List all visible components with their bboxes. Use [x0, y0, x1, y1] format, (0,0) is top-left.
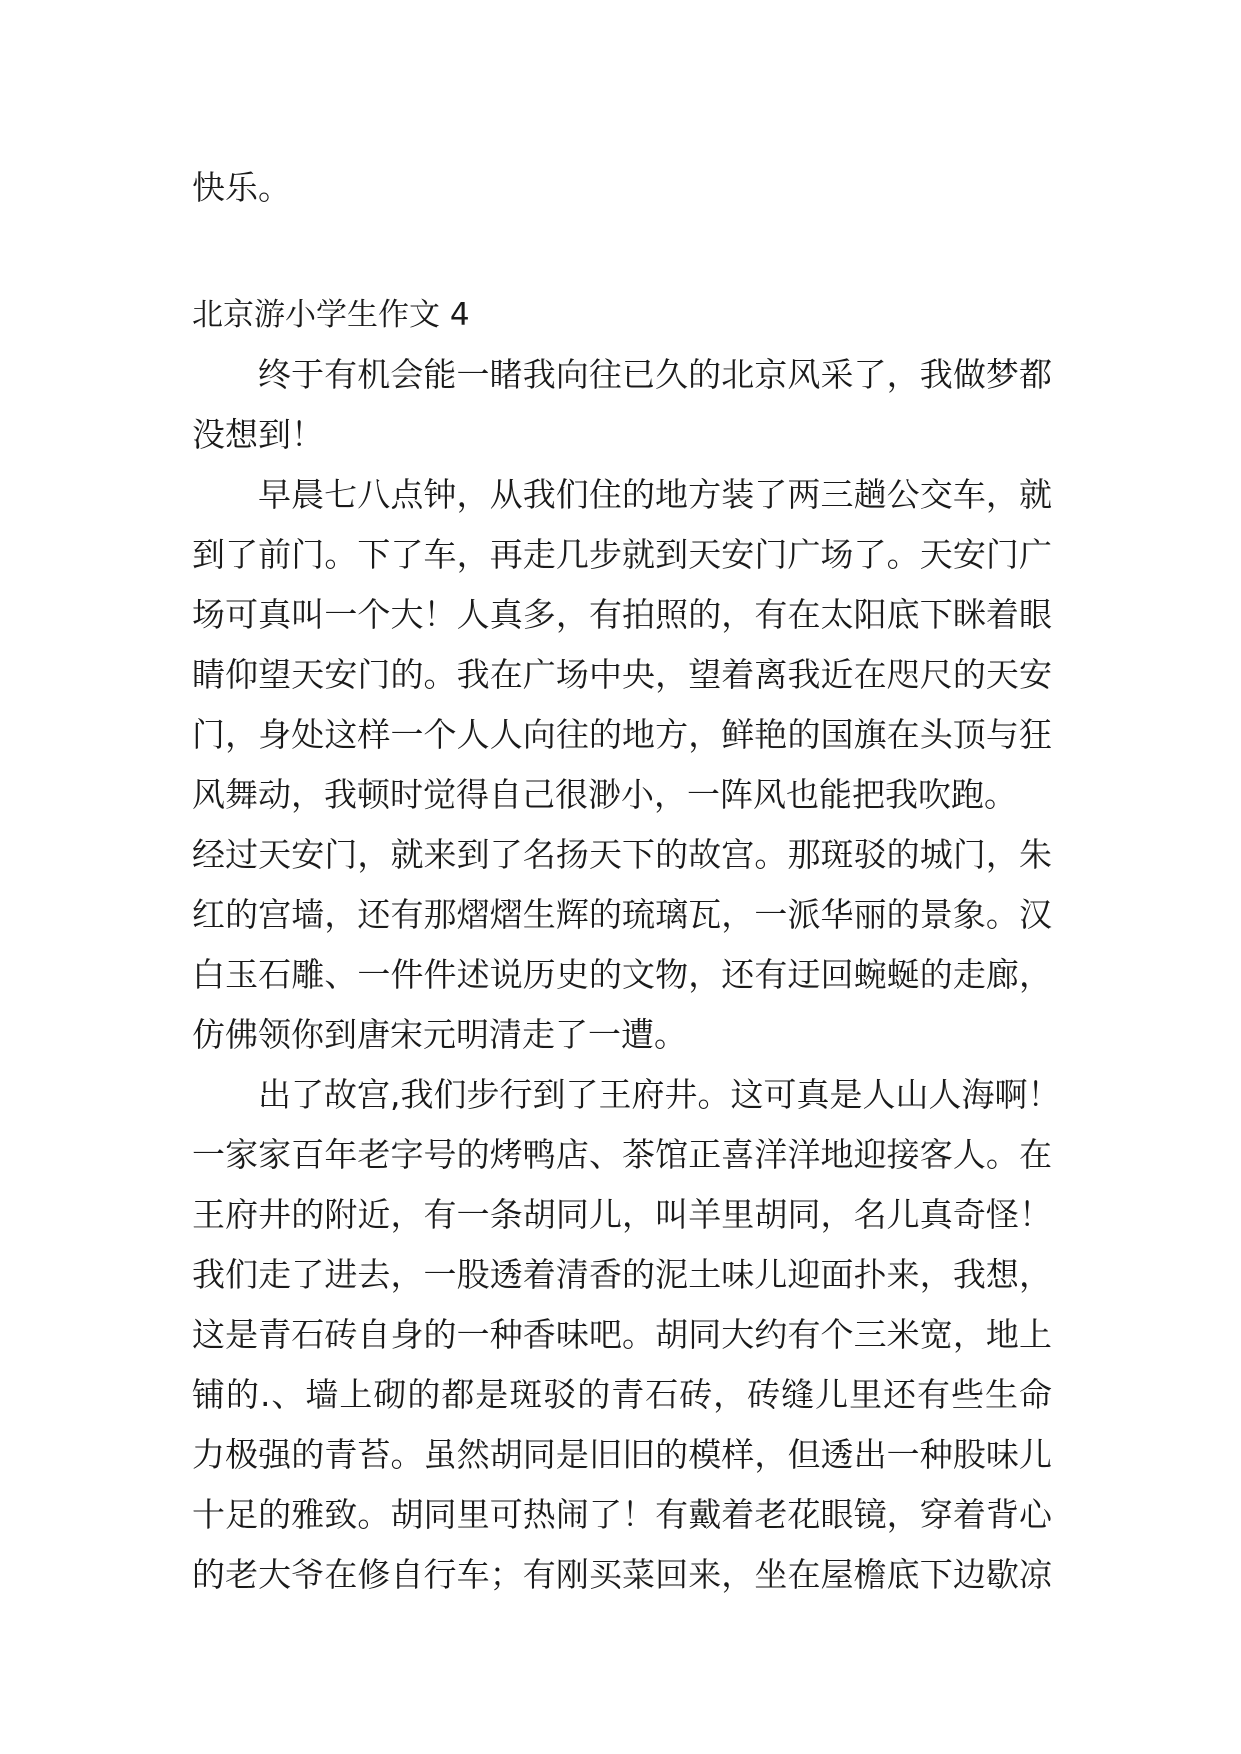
text-line: 终于有机会能一睹我向往已久的北京风采了，我做梦都	[258, 355, 1052, 394]
text-line: 王府井的附近，有一条胡同儿，叫羊里胡同，名儿真奇怪！	[192, 1195, 1052, 1234]
text-line: 的老大爷在修自行车；有刚买菜回来，坐在屋檐底下边歇凉	[192, 1555, 1052, 1594]
text-line: 铺的.、墙上砌的都是斑驳的青石砖，砖缝儿里还有些生命	[192, 1375, 1052, 1414]
paragraph-3	[192, 1065, 1061, 1605]
text-line: 早晨七八点钟，从我们住的地方装了两三趟公交车，就	[258, 475, 1052, 514]
text-line: 没想到！	[192, 415, 324, 454]
leading-fragment	[192, 158, 1052, 218]
text-line: 这是青石砖自身的一种香味吧。胡同大约有个三米宽，地上	[192, 1315, 1052, 1354]
text-line: 力极强的青苔。虽然胡同是旧旧的模样，但透出一种股味儿	[192, 1435, 1052, 1474]
paragraph-2	[192, 465, 1052, 1065]
paragraph-1	[192, 345, 1052, 465]
document-body	[192, 158, 1061, 1605]
text-line: 出了故宫,我们步行到了王府井。这可真是人山人海啊！	[258, 1075, 1061, 1114]
text-line: 红的宫墙，还有那熠熠生辉的琉璃瓦，一派华丽的景象。汉	[192, 895, 1052, 934]
text-line: 风舞动，我顿时觉得自己很渺小，一阵风也能把我吹跑。	[192, 775, 1017, 814]
section-title	[192, 285, 1052, 345]
section-title-text: 北京游小学生作文 4	[192, 297, 470, 333]
text-line: 经过天安门，就来到了名扬天下的故宫。那斑驳的城门，朱	[192, 835, 1052, 874]
text-line: 到了前门。下了车，再走几步就到天安门广场了。天安门广	[192, 535, 1052, 574]
text-line: 十足的雅致。胡同里可热闹了！有戴着老花眼镜，穿着背心	[192, 1495, 1052, 1534]
text-line: 快乐。	[192, 168, 291, 207]
text-line: 我们走了进去，一股透着清香的泥土味儿迎面扑来，我想，	[192, 1255, 1052, 1294]
text-line: 白玉石雕、一件件述说历史的文物，还有迂回蜿蜒的走廊，	[192, 955, 1052, 994]
text-line: 一家家百年老字号的烤鸭店、茶馆正喜洋洋地迎接客人。在	[192, 1135, 1052, 1174]
text-line: 场可真叫一个大！人真多，有拍照的，有在太阳底下眯着眼	[192, 595, 1052, 634]
text-line: 睛仰望天安门的。我在广场中央，望着离我近在咫尺的天安	[192, 655, 1052, 694]
text-line: 仿佛领你到唐宋元明清走了一遭。	[192, 1015, 687, 1054]
text-line: 门，身处这样一个人人向往的地方，鲜艳的国旗在头顶与狂	[192, 715, 1052, 754]
